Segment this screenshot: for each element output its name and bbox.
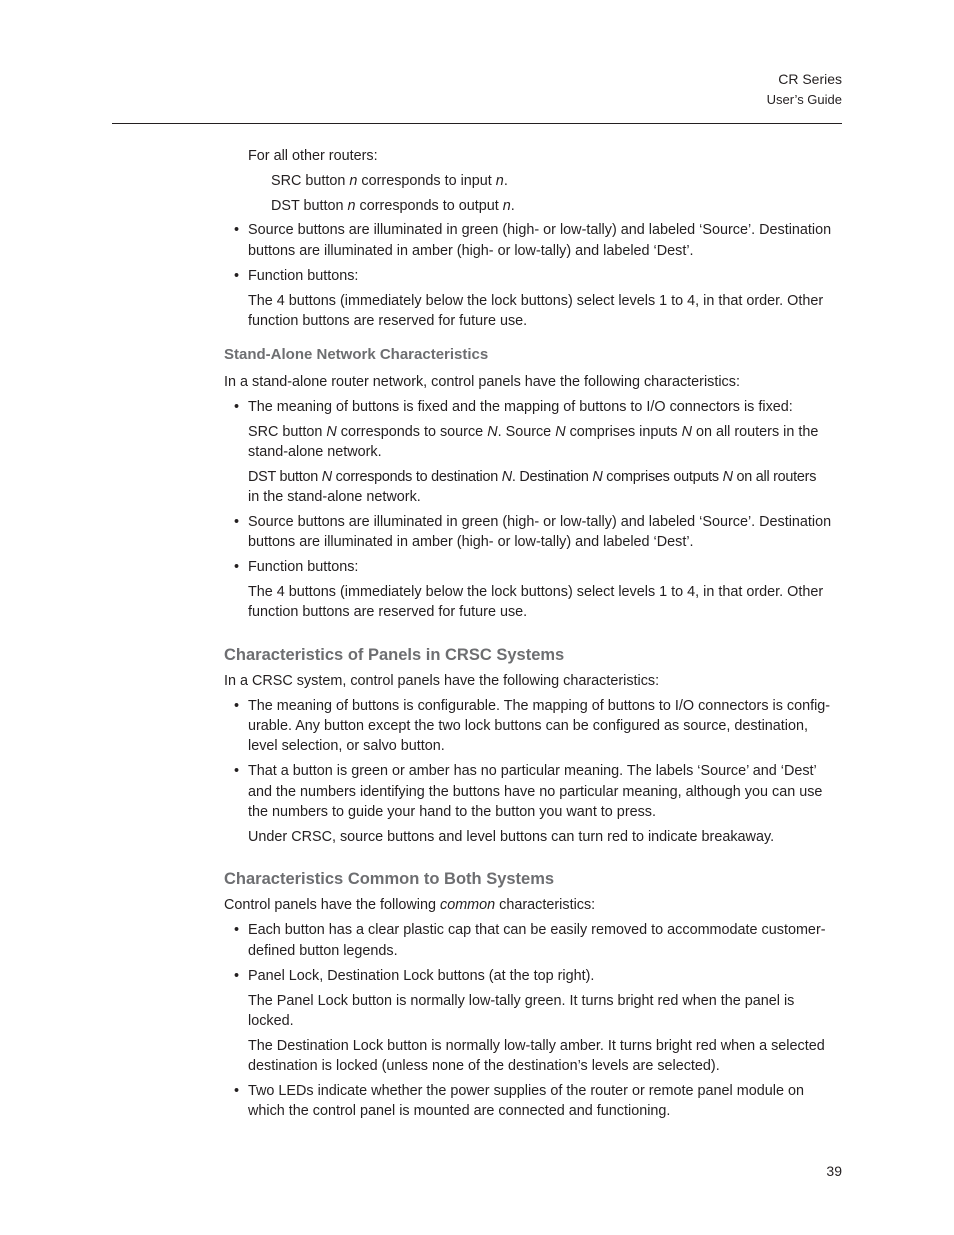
page-number: 39 [826,1163,842,1179]
list-item: Two LEDs indicate whether the power supplies of the router or remote panel module on [248,1083,804,1099]
section-heading: Characteristics Common to Both Systems [224,870,555,888]
paragraph-line: Under CRSC, source buttons and level buttons can turn red to indicate breakaway. [248,829,775,845]
paragraph-line: The Destination Lock button is normally low-tally amber. It turns bright red when a selected [248,1038,825,1054]
list-item: which the control panel is mounted are connected and functioning. [248,1103,671,1119]
list-item: Function buttons: [248,559,359,575]
list-item: The meaning of buttons is configurable. The mapping of buttons to I/O connectors is config- [248,698,831,714]
bullet: • [234,222,240,238]
paragraph-line: In a CRSC system, control panels have the following characteristics: [224,673,660,689]
paragraph-line: function buttons are reserved for future use. [248,604,528,620]
header-series: CR Series [778,71,842,87]
list-item: and the numbers identifying the buttons have no particular meaning, although you can use [248,784,823,800]
paragraph-line: DST button N corresponds to destination N. Destination N comprises outputs N on all routers [248,469,817,485]
list-item: defined button legends. [248,943,398,959]
bullet: • [234,514,240,530]
paragraph-line: For all other routers: [248,148,378,164]
paragraph-line: The 4 buttons (immediately below the lock buttons) select levels 1 to 4, in that order. Other [248,293,824,309]
paragraph-line: The 4 buttons (immediately below the lock buttons) select levels 1 to 4, in that order. Other [248,584,824,600]
bullet: • [234,399,240,415]
list-item: level selection, or salvo button. [248,738,445,754]
paragraph-line: in the stand-alone network. [248,489,421,505]
bullet: • [234,968,240,984]
paragraph-line: SRC button n corresponds to input n. [271,173,508,189]
paragraph-line: destination is locked (unless none of the destination’s levels are selected). [248,1058,720,1074]
paragraph-line: Control panels have the following common characteristics: [224,897,596,913]
bullet: • [234,698,240,714]
paragraph-line: locked. [248,1013,294,1029]
list-item: Panel Lock, Destination Lock buttons (at the top right). [248,968,595,984]
list-item: Source buttons are illuminated in green (high- or low-tally) and labeled ‘Source’. Destination [248,514,832,530]
bullet: • [234,922,240,938]
list-item: Each button has a clear plastic cap that can be easily removed to accommodate customer- [248,922,826,938]
paragraph-line: SRC button N corresponds to source N. Source N comprises inputs N on all routers in the [248,424,819,440]
list-item: The meaning of buttons is fixed and the mapping of buttons to I/O connectors is fixed: [248,399,793,415]
bullet: • [234,559,240,575]
list-item: buttons are illuminated in amber (high- or low-tally) and labeled ‘Dest’. [248,243,694,259]
paragraph-line: DST button n corresponds to output n. [271,198,515,214]
list-item: the numbers to guide your hand to the button you want to press. [248,804,656,820]
list-item: urable. Any button except the two lock buttons can be configured as source, destination, [248,718,808,734]
list-item: Source buttons are illuminated in green (high- or low-tally) and labeled ‘Source’. Destination [248,222,832,238]
header-guide: User’s Guide [766,92,842,107]
bullet: • [234,763,240,779]
list-item: Function buttons: [248,268,359,284]
paragraph-line: In a stand-alone router network, control panels have the following characteristics: [224,374,740,390]
paragraph-line: stand-alone network. [248,444,382,460]
section-heading: Characteristics of Panels in CRSC Systems [224,646,565,664]
section-heading: Stand-Alone Network Characteristics [224,346,489,363]
list-item: buttons are illuminated in amber (high- or low-tally) and labeled ‘Dest’. [248,534,694,550]
list-item: That a button is green or amber has no particular meaning. The labels ‘Source’ and ‘Dest’ [248,763,817,779]
bullet: • [234,268,240,284]
header-rule [112,123,842,124]
paragraph-line: function buttons are reserved for future use. [248,313,528,329]
paragraph-line: The Panel Lock button is normally low-tally green. It turns bright red when the panel is [248,993,795,1009]
bullet: • [234,1083,240,1099]
